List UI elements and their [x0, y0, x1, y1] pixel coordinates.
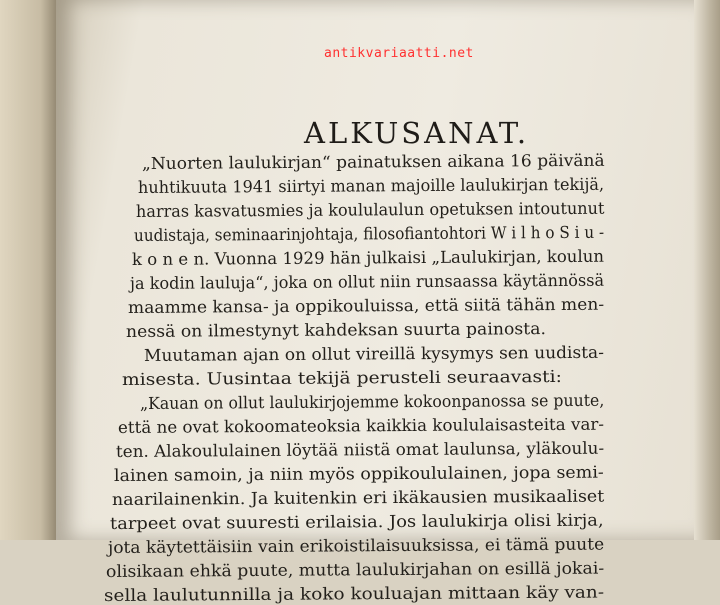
text-line: Muutaman ajan on ollut vireillä kysymys sen uudista-	[143, 342, 604, 365]
text-line: lainen samoin, ja niin myös oppikoululainen, jopa semi-	[113, 462, 604, 485]
text-line: naarilainenkin. Ja kuitenkin eri ikäkausien musikaaliset	[111, 486, 605, 509]
text-line: „Nuorten laulukirjan“ painatuksen aikana 16 päivänä	[141, 150, 605, 173]
watermark: antikvariaatti.net	[324, 46, 474, 61]
text-line: uudistaja, seminaarinjohtaja, filosofiantohtori W i l h o S i u -	[133, 222, 605, 245]
text-line: misesta. Uusintaa tekijä perusteli seuraavasti:	[121, 366, 562, 389]
text-line: sella laulutunnilla ja koko kouluajan mittaan käy van-	[103, 582, 605, 605]
text-line: k o n e n. Vuonna 1929 hän julkaisi „Laulukirjan, koulun	[131, 246, 605, 269]
text-line: jota käytettäisiin vain erikoistilaisuuksissa, ei tämä puute	[107, 534, 605, 557]
text-line: että ne ovat kokoomateoksia kaikkia koululaisasteita var-	[117, 414, 605, 437]
book-page	[56, 0, 696, 605]
text-line: harras kasvatusmies ja koululaulun opetuksen intoutunut	[135, 198, 605, 221]
text-line: ja kodin lauluja“, joka on ollut niin runsaassa käytännössä	[129, 270, 605, 293]
text-line: tarpeet ovat suuresti erilaisia. Jos laulukirja olisi kirja,	[109, 510, 604, 533]
text-line: „Kauan on ollut laulukirjojemme kokoonpanossa se puute,	[139, 390, 605, 413]
text-line: ten. Alakoululainen löytää niistä omat laulunsa, yläkoulu-	[115, 438, 605, 461]
page-title: ALKUSANAT.	[304, 116, 530, 150]
right-page-edge	[694, 0, 720, 540]
text-line: nessä on ilmestynyt kahdeksan suurta painosta.	[125, 319, 547, 341]
left-page-edge	[0, 0, 58, 540]
text-line: maamme kansa- ja oppikouluissa, että siitä tähän men-	[127, 294, 605, 317]
text-line: olisikaan ehkä puute, mutta laulukirjahan on esillä jokai-	[105, 558, 605, 581]
text-line: huhtikuuta 1941 siirtyi manan majoille laulukirjan tekijä,	[137, 174, 605, 197]
